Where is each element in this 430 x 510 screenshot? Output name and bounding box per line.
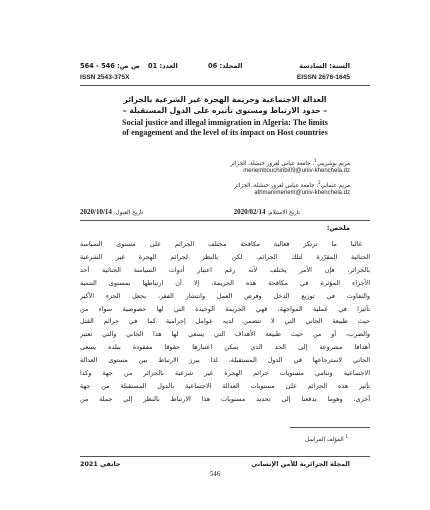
published-value: 2020/10/14 [80,208,112,216]
footer-journal: المجلة الجزائرية للأمن الإنساني [251,460,350,468]
abstract-line: الجاني لاسترجاعها في الدول المستقبلة، لذا يبرز الارتباط بين مستوى العدالة [80,356,370,365]
published-label: تاريخ القبول: [113,210,144,216]
title-english: Social justice and illegal immigration in Algeria: The limits of engagement and the level of its impact on Host countries [122,118,328,137]
journal-issue: العدد: 01 [148,62,178,70]
author-1-name: مريم بوشريبي [316,160,350,167]
author-2-sup: 2 [318,180,321,185]
published-date [80,208,143,216]
eissn: EISSN 2676-1645 [296,74,350,81]
title-arabic-line1: العدالة الاجتماعية وجريمة الهجرة غير الشرعية بالجزائر [123,95,327,104]
footnote-marker: 1 [345,434,348,439]
author-1-sup: 1 [314,158,317,163]
dates-rule [80,220,370,221]
abstract-line: والتفاوت في توزيع الدخل وفرص العمل وانتشار الفقر، يجعل الجزء الأكبر [80,291,370,300]
title-arabic-line2: – حدود الارتباط ومستوى تأثيره على الدول المستقبلة – [122,106,328,115]
page-number: 546 [209,470,221,478]
abstract-line: أخرى، وهوما يدفعنا إلى تحديد مستويات هذا الارتباط بالنظر إلى جملة من [80,394,370,403]
author-2-email[interactable]: athmanimeriem@univ-khenchela.dz [254,190,350,196]
page-range: ص ص: 546 - 564 [80,62,140,70]
author-2-name: مريم عثماني [320,182,350,189]
abstract-line: الاجتماعية وتنامي مستويات جرائم الهجرة غير شرعية بالجزائر من جهة وكذا [80,369,370,378]
author-1-email[interactable]: meriembouchiribi09@univ-khenchela.dz [243,168,350,174]
abstract-line: الجنائية المقرّرة لتلك الجرائم، لكن بالنظر لجرائم الهجرة غير الشرعية [80,252,370,261]
author-1-affiliation: ، جامعة عباس لغرور خنشلة، الجزائر [230,160,315,167]
abstract-line: تأثير هذه الجرائم على مستويات العدالة الاجتماعية بالدول المستقبلة من جهة [80,381,370,390]
abstract-line: حيث طبيعة الجاني التي لا تتضمن لديه عوامل إجرامية كما في جرائم القتل [80,317,370,326]
author-1 [230,158,350,167]
abstract-line: الأجزاء المؤثرة في مكافحة هذه الجريمة، إلا أن ارتباطها بمستوى التنمية [80,278,370,287]
abstract-line: أهدافا مشروعة إلى الحد الذي يمكن اعتبارها حقوقا مفقودة ببلده يسعى [80,343,370,352]
received-value: 2020/02/14 [233,208,266,216]
author-2-affiliation: ، جامعة عباس لغرور خنشلة، الجزائر [234,182,319,189]
author-2 [234,180,350,189]
footnote-rule [290,427,370,428]
abstract-line: تأثيرا في عملية المواجهة، فهي الجريمة الوحيدة التي لها خصوصية سواء من [80,304,370,313]
footer-date: جانفي 2021 [80,460,121,468]
journal-year: السنة: السادسة [299,62,350,70]
footnote [305,434,348,443]
abstract-heading: ملخص: [326,224,350,232]
issn: ISSN 2543-375X [80,74,130,81]
journal-volume: المجلد: 06 [208,62,243,70]
header-rule [80,85,370,86]
received-label: تاريخ الاستلام: [267,210,300,216]
footer-rule [80,456,370,457]
abstract-line: والضرب، أو من حيث طبيعة الأهداف التي يسعى لها هذا الجاني والتي تعتبر [80,330,370,339]
received-date [234,208,300,216]
abstract-line: غالبا ما ترتكز فعالية مكافحة مختلف الجرائم على مستوى السياسة [80,240,362,248]
abstract-line: بالجزائر، فإن الأمر يختلف لأنه رغم اعتبار أدوات السياسة الجنائية أحد [80,265,370,274]
abstract-body [80,238,370,406]
footnote-text: المؤلف المراسل [304,436,344,443]
